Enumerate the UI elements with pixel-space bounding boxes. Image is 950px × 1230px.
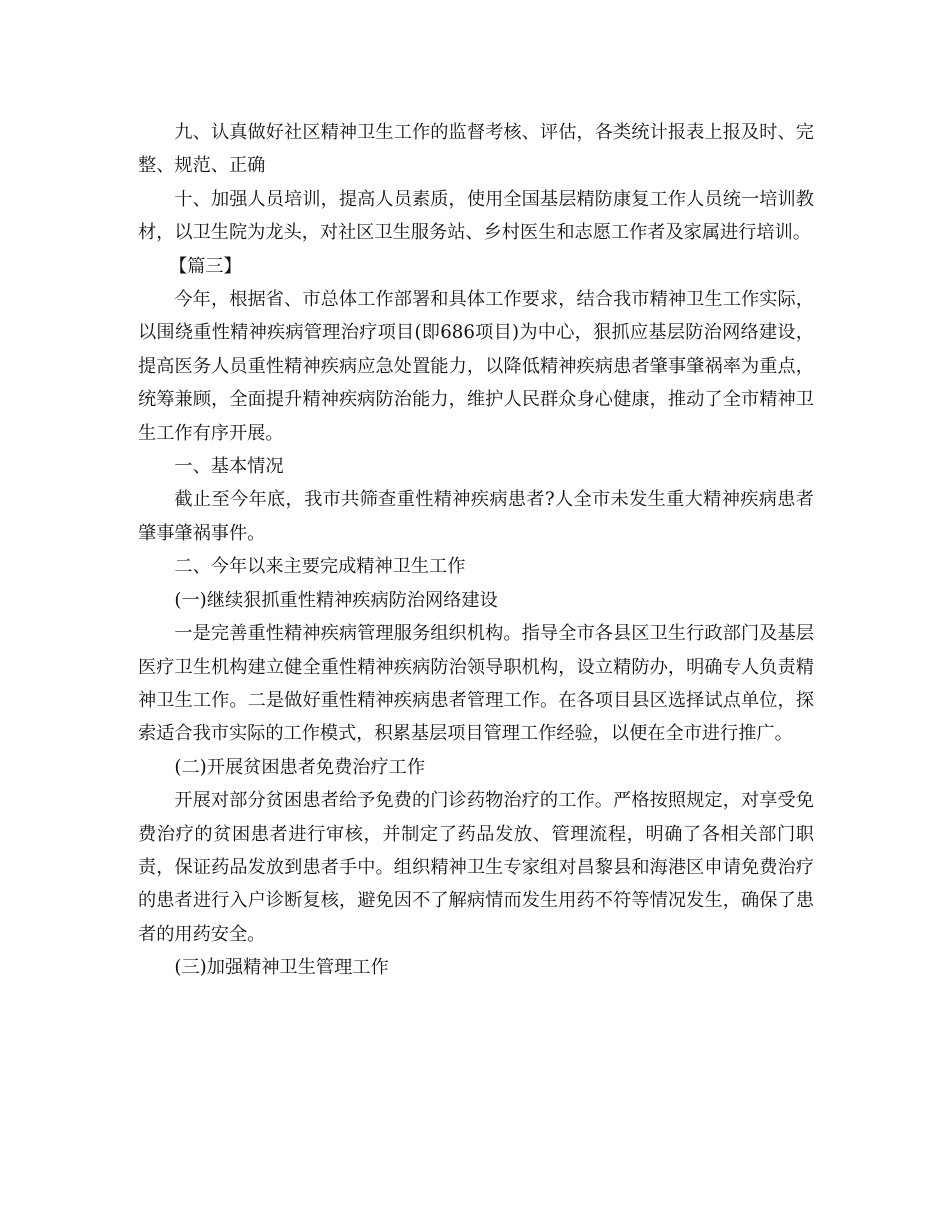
paragraph-item-nine: 九、认真做好社区精神卫生工作的监督考核、评估，各类统计报表上报及时、完整、规范、正确 [138,122,814,177]
section-heading-part-three: 【篇三】 [168,255,242,277]
heading-basic-situation: 一、基本情况 [174,456,284,478]
heading-main-work: 二、今年以来主要完成精神卫生工作 [174,556,466,578]
paragraph-basic-situation: 截止至今年底，我市共筛查重性精神疾病患者?人全市未发生重大精神疾病患者肇事肇祸事件。 [138,489,814,544]
document-body [138,116,814,985]
paragraph-network-building: 一是完善重性精神疾病管理服务组织机构。指导全市各县区卫生行政部门及基层医疗卫生机构建立健全重性精神疾病防治领导职机构，设立精防办，明确专人负责精神卫生工作。二是做好重性精神疾病患者管理工作。在各项目县区选择试点单位，探索适合我市实际的工作模式，积累基层项目管理工作经验，以便在全市进行推广。 [138,623,814,745]
subheading-network-building: (一)继续狠抓重性精神疾病防治网络建设 [174,589,498,611]
paragraph-free-treatment: 开展对部分贫困患者给予免费的门诊药物治疗的工作。严格按照规定，对享受免费治疗的贫困患者进行审核，并制定了药品发放、管理流程，明确了各相关部门职责，保证药品发放到患者手中。组织精神卫生专家组对昌黎县和海港区申请免费治疗的患者进行入户诊断复核，避免因不了解病情而发生用药不符等情况发生，确保了患者的用药安全。 [138,790,814,945]
paragraph-item-ten: 十、加强人员培训，提高人员素质，使用全国基层精防康复工作人员统一培训教材，以卫生院为龙头，对社区卫生服务站、乡村医生和志愿工作者及家属进行培训。 [138,188,814,244]
subheading-free-treatment: (二)开展贫困患者免费治疗工作 [174,756,426,778]
subheading-management: (三)加强精神卫生管理工作 [174,957,389,979]
paragraph-intro: 今年，根据省、市总体工作部署和具体工作要求，结合我市精神卫生工作实际，以围绕重性精神疾病管理治疗项目(即686项目)为中心，狠抓应基层防治网络建设，提高医务人员重性精神疾病应急处置能力，以降低精神疾病患者肇事肇祸率为重点，统筹兼顾，全面提升精神疾病防治能力，维护人民群众身心健康，推动了全市精神卫生工作有序开展。 [138,289,814,444]
